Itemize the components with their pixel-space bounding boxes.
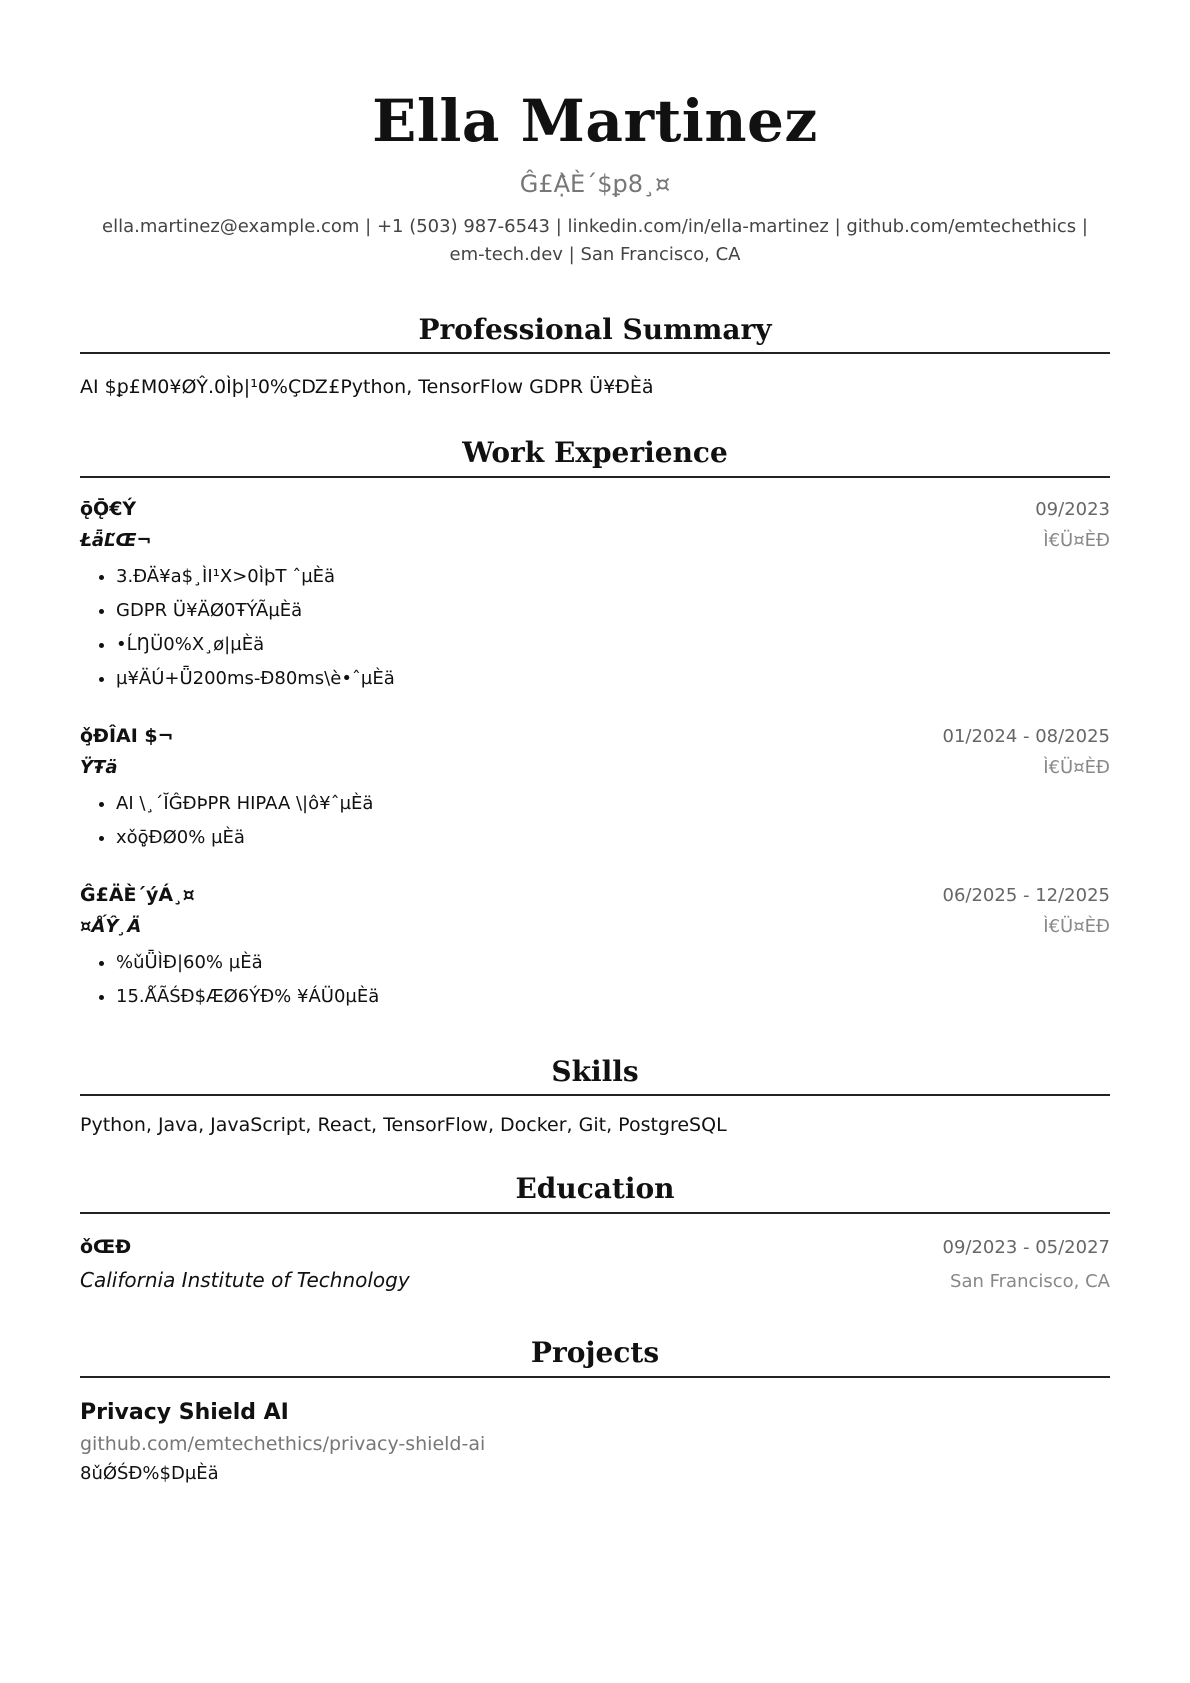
project-name: Privacy Shield AI [80, 1399, 289, 1425]
job-bullets [80, 951, 1110, 1009]
job-bullet: • µ¥ÄÚ+Ǖ200ms-Ð80ms\è•ˆµÈä [116, 667, 1110, 691]
education-entry [80, 1236, 1110, 1292]
education-date: 09/2023 - 05/2027 [942, 1236, 1110, 1258]
job-bullet: • •ĹŊÜ0%X¸ø|µÈä [116, 633, 1110, 657]
job-bullets [80, 565, 1110, 691]
job-company: Ĝ£ÄÈ´ýÁ¸¤ [80, 883, 195, 906]
job-location: Ì€Ü¤ÈĐ [1043, 529, 1110, 551]
project-entry [80, 1400, 1110, 1484]
job-bullet: • GDPR Ü¥ÄØ0ŦÝÃµÈä [116, 599, 1110, 623]
education-location: San Francisco, CA [950, 1270, 1110, 1292]
education-header-row [80, 1236, 1110, 1258]
job-location: Ì€Ü¤ÈĐ [1043, 915, 1110, 937]
education-school: California Institute of Technology [80, 1267, 410, 1292]
section-title-skills: Skills [80, 1055, 1110, 1097]
job-role: ¤ǺŶ¸Ä [80, 915, 142, 937]
contact-info [80, 213, 1110, 269]
job-header-row [80, 725, 1110, 747]
job-role-row [80, 530, 1110, 551]
job-entry [80, 498, 1110, 691]
job-header-row [80, 884, 1110, 906]
headline: Ĝ£Ạ̀È´$ꝑ8¸¤ [519, 169, 671, 198]
candidate-name: Ella Martinez [372, 87, 818, 155]
job-entry [80, 725, 1110, 850]
contact-line-1: ella.martinez@example.com | +1 (503) 987-6543 | linkedin.com/in/ella-martinez | github.com/emtechethics | [102, 215, 1088, 237]
job-bullet: • xǒǭ̧ÐØ0% µÈä [116, 826, 1110, 850]
job-date: 09/2023 [1035, 498, 1110, 520]
section-title-projects: Projects [80, 1336, 1110, 1378]
job-role: ŁǟĽ̌Œ¬ [80, 529, 152, 551]
summary-text: AI $ꝑ£M0¥ØŶ.0Ìþ|¹0%ÇǱ£Python, TensorFlow GDPR Ü¥ĐÈä [80, 376, 654, 399]
job-location: Ì€Ü¤ÈĐ [1043, 756, 1110, 778]
job-date: 01/2024 - 08/2025 [942, 725, 1110, 747]
job-company: ǭǬ€Ý [80, 497, 137, 520]
section-title-education: Education [80, 1172, 1110, 1214]
job-header-row [80, 498, 1110, 520]
section-title-summary: Professional Summary [80, 313, 1110, 355]
job-bullet: • 15.ǺÃŚÐ$ÆØ6ÝÐ% ¥ÁÜ0µÈä [116, 985, 1110, 1009]
job-bullet: • %ǔǕÌĐ|60% µÈä [116, 951, 1110, 975]
job-role-row [80, 916, 1110, 937]
job-bullets [80, 792, 1110, 850]
job-bullet: • AI \¸´ĬĜÐÞPR HIPAA \|ô¥ˆµÈä [116, 792, 1110, 816]
resume-page [80, 70, 1110, 1484]
education-school-row [80, 1268, 1110, 1292]
job-role: ŸŦä [80, 756, 118, 778]
skills-list: Python, Java, JavaScript, React, TensorFlow, Docker, Git, PostgreSQL [80, 1114, 727, 1137]
job-company: ǒ̧ÐÎAI $¬ [80, 724, 174, 747]
job-entry [80, 884, 1110, 1009]
job-bullet: • 3.ÐÄ¥a$¸ÌI¹X>0ÌþT ˆµÈä [116, 565, 1110, 589]
job-date: 06/2025 - 12/2025 [942, 884, 1110, 906]
project-description: 8ǔǾŚÐ%$DµÈä [80, 1462, 219, 1484]
job-role-row [80, 757, 1110, 778]
section-title-work: Work Experience [80, 436, 1110, 478]
education-degree: ǒŒÐ [80, 1235, 132, 1258]
contact-line-2: em-tech.dev | San Francisco, CA [449, 243, 741, 265]
project-link[interactable]: github.com/emtechethics/privacy-shield-ai [80, 1432, 486, 1455]
